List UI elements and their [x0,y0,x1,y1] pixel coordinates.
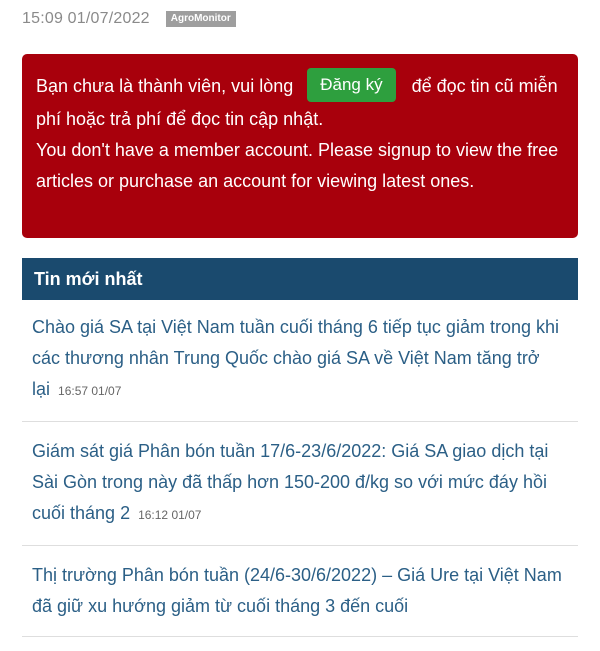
notice-text-vi-before: Bạn chưa là thành viên, vui lòng [36,75,294,96]
article-meta [22,10,236,28]
news-time: 16:12 01/07 [138,508,202,522]
signup-button[interactable]: Đăng ký [307,68,395,102]
publish-timestamp: 15:09 01/07/2022 [22,10,150,27]
news-title[interactable]: Giám sát giá Phân bón tuần 17/6-23/6/2022: Giá SA giao dịch tại Sài Gòn trong này đã thấp hơn 150-200 đ/kg so với mức đáy hồi cuối tháng 2 [32,441,549,523]
news-time: 16:57 01/07 [58,384,122,398]
news-title[interactable]: Chào giá SA tại Việt Nam tuần cuối tháng 6 tiếp tục giảm trong khi các thương nhân Trung Quốc chào giá SA về Việt Nam tăng trở lại [32,317,559,399]
notice-text-en: You don't have a member account. Please signup to view the free articles or purchase an account for viewing latest ones. [36,140,559,191]
member-notice-box [22,54,578,238]
news-title[interactable]: Thị trường Phân bón tuần (24/6-30/6/2022) – Giá Ure tại Việt Nam đã giữ xu hướng giảm từ cuối tháng 3 đến cuối [32,565,562,616]
source-badge: AgroMonitor [166,11,236,27]
news-item[interactable] [22,436,578,546]
latest-news-header: Tin mới nhất [22,258,578,300]
latest-news-list [22,312,578,651]
news-item[interactable] [22,560,578,637]
notice-text-vi-after: để đọc tin cũ miễn phí hoặc trả phí để đọc tin cập nhật. [36,75,558,129]
news-item[interactable] [22,312,578,422]
